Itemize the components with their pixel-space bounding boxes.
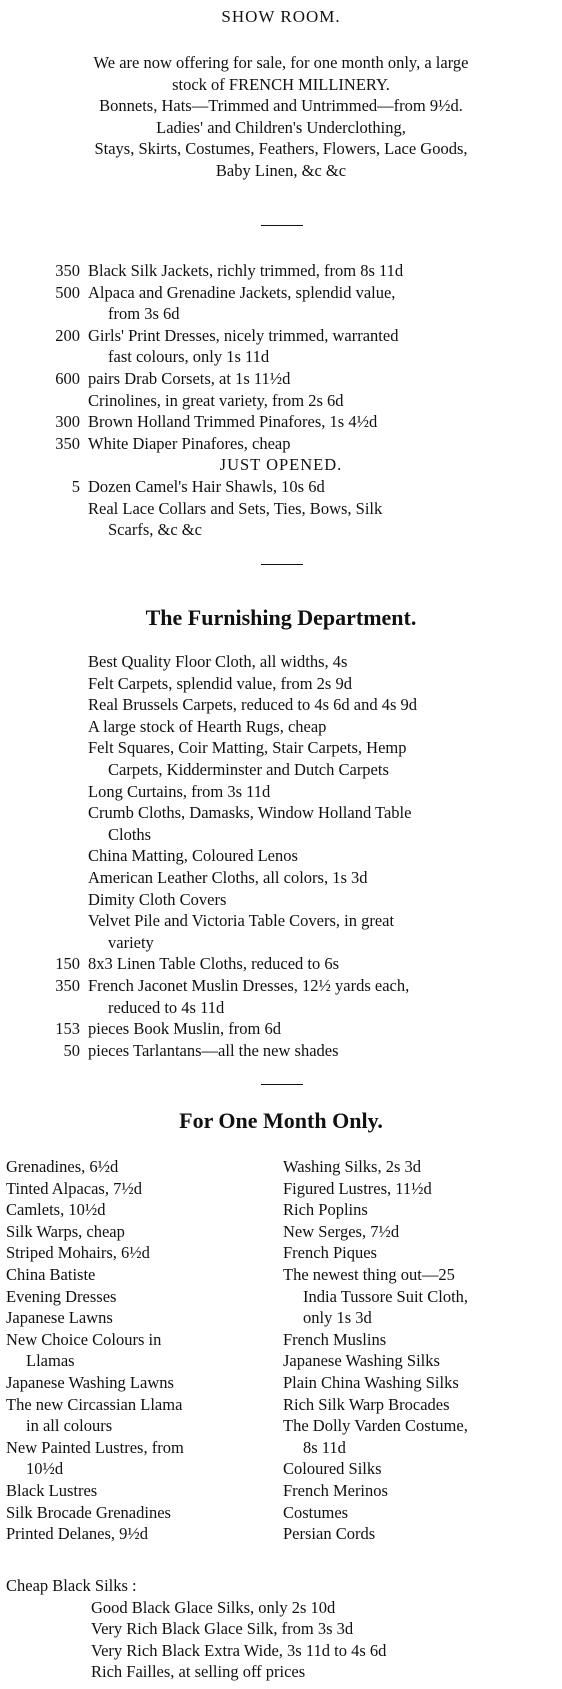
item-text: New Serges, 7½d [283, 1221, 400, 1241]
item-text: Real Lace Collars and Sets, Ties, Bows, Silk [88, 498, 383, 518]
divider-rule [261, 225, 303, 226]
list-item [0, 1018, 562, 1040]
item-text: New Choice Colours in [6, 1329, 162, 1349]
list-item [6, 1242, 274, 1264]
item-text: China Matting, Coloured Lenos [88, 846, 298, 866]
intro-line: Baby Linen, &c &c [215, 160, 347, 180]
item-text: Persian Cords [283, 1524, 376, 1544]
item-text: Silk Brocade Grenadines [6, 1502, 171, 1522]
item-quantity: 350 [55, 433, 80, 453]
item-text: French Piques [283, 1243, 377, 1263]
list-item [6, 1329, 274, 1372]
item-quantity: 300 [55, 412, 80, 432]
item-quantity: 153 [55, 1019, 80, 1039]
list-item [0, 910, 562, 953]
list-item [283, 1415, 551, 1458]
list-item [283, 1480, 551, 1502]
list-item [0, 476, 562, 498]
list-item [6, 1156, 274, 1178]
item-text-continued: variety [108, 932, 154, 952]
item-text-continued: 10½d [26, 1459, 64, 1479]
item-text: Dimity Cloth Covers [88, 889, 227, 909]
list-item [0, 975, 562, 1018]
list-item [0, 282, 562, 325]
list-item [0, 368, 562, 390]
item-text: China Batiste [6, 1264, 96, 1284]
list-item [0, 673, 562, 695]
item-text: Rich Silk Warp Brocades [283, 1394, 450, 1414]
list-item [283, 1372, 551, 1394]
item-text: French Merinos [283, 1480, 388, 1500]
item-text: The new Circassian Llama [6, 1394, 183, 1414]
item-text: Felt Squares, Coir Matting, Stair Carpets, Hemp [88, 738, 407, 758]
item-text: Tinted Alpacas, 7½d [6, 1178, 142, 1198]
item-text-continued: fast colours, only 1s 11d [108, 347, 270, 367]
item-quantity: 50 [63, 1040, 80, 1060]
list-item [0, 325, 562, 368]
list-item [283, 1502, 551, 1524]
item-text: Girls' Print Dresses, nicely trimmed, warranted [88, 325, 399, 345]
list-item [6, 1394, 274, 1437]
black-silks-line: Good Black Glace Silks, only 2s 10d [91, 1597, 336, 1617]
list-item [283, 1458, 551, 1480]
intro-line: Ladies' and Children's Underclothing, [156, 117, 406, 137]
list-item [283, 1178, 551, 1200]
item-text-continued: India Tussore Suit Cloth, [303, 1286, 469, 1306]
intro-line: Stays, Skirts, Costumes, Feathers, Flowers, Lace Goods, [94, 139, 468, 159]
item-text: Camlets, 10½d [6, 1200, 106, 1220]
list-item [6, 1372, 274, 1394]
list-item [0, 867, 562, 889]
item-text: Velvet Pile and Victoria Table Covers, in great [88, 911, 395, 931]
one-month-heading: For One Month Only. [179, 1108, 383, 1133]
item-text: 8x3 Linen Table Cloths, reduced to 6s [88, 954, 340, 974]
item-text-continued: 8s 11d [303, 1437, 346, 1457]
list-item [6, 1264, 274, 1286]
list-item [0, 953, 562, 975]
show-room-intro [0, 52, 562, 182]
black-silks-line: Very Rich Black Extra Wide, 3s 11d to 4s 6d [91, 1640, 387, 1660]
list-item [0, 802, 562, 845]
item-text: Coloured Silks [283, 1459, 382, 1479]
item-text: Plain China Washing Silks [283, 1372, 459, 1392]
item-text: Dozen Camel's Hair Shawls, 10s 6d [88, 476, 325, 496]
furnishing-heading: The Furnishing Department. [145, 605, 417, 630]
item-text: Crinolines, in great variety, from 2s 6d [88, 390, 344, 410]
item-text: Crumb Cloths, Damasks, Window Holland Table [88, 803, 412, 823]
list-item [6, 1178, 274, 1200]
list-item [0, 651, 562, 673]
furnishing-list [0, 651, 562, 1061]
item-text: The newest thing out—25 [283, 1264, 455, 1284]
item-quantity: 5 [71, 476, 80, 496]
item-text-continued: reduced to 4s 11d [108, 997, 225, 1017]
item-text: White Diaper Pinafores, cheap [88, 433, 291, 453]
list-item [283, 1264, 551, 1307]
list-item [0, 433, 562, 455]
item-text: Rich Poplins [283, 1200, 368, 1220]
one-month-left-column [6, 1156, 274, 1545]
list-item [0, 390, 562, 412]
list-item [283, 1329, 551, 1351]
list-item [283, 1242, 551, 1264]
show-room-list [0, 260, 562, 541]
just-opened-heading: JUST OPENED. [219, 455, 343, 475]
item-text-continued: Carpets, Kidderminster and Dutch Carpets [108, 759, 389, 779]
list-item [0, 694, 562, 716]
list-item [283, 1199, 551, 1221]
list-item [283, 1156, 551, 1178]
item-text: French Muslins [283, 1329, 387, 1349]
black-silks-line: Very Rich Black Glace Silk, from 3s 3d [91, 1619, 354, 1639]
item-text: pieces Tarlantans—all the new shades [88, 1040, 339, 1060]
item-quantity: 350 [55, 975, 80, 995]
item-text: Brown Holland Trimmed Pinafores, 1s 4½d [88, 412, 378, 432]
list-item [6, 1437, 274, 1480]
item-text: Grenadines, 6½d [6, 1157, 119, 1176]
list-item [6, 1523, 274, 1545]
item-text: Black Silk Jackets, richly trimmed, from 8s 11d [88, 261, 404, 280]
item-text: Best Quality Floor Cloth, all widths, 4s [88, 652, 348, 671]
item-text: Japanese Washing Silks [283, 1351, 440, 1371]
list-item [0, 845, 562, 867]
list-item [0, 411, 562, 433]
item-quantity: 600 [55, 368, 80, 388]
intro-line: stock of FRENCH MILLINERY. [172, 74, 390, 94]
list-item [0, 889, 562, 911]
item-text: Costumes [283, 1502, 349, 1522]
item-text: French Jaconet Muslin Dresses, 12½ yards each, [88, 975, 410, 995]
item-text: Real Brussels Carpets, reduced to 4s 6d and 4s 9d [88, 695, 418, 715]
item-text: Japanese Lawns [6, 1308, 113, 1328]
item-text: Felt Carpets, splendid value, from 2s 9d [88, 673, 352, 693]
item-text: New Painted Lustres, from [6, 1437, 184, 1457]
list-item [0, 716, 562, 738]
item-text: American Leather Cloths, all colors, 1s 3d [88, 867, 368, 887]
black-silks-line: Rich Failles, at selling off prices [91, 1662, 306, 1682]
list-item [6, 1221, 274, 1243]
item-text: Figured Lustres, 11½d [283, 1178, 432, 1198]
black-silks-section [6, 1575, 556, 1683]
item-quantity: 350 [55, 261, 80, 280]
item-quantity: 150 [55, 954, 80, 974]
item-text: pairs Drab Corsets, at 1s 11½d [88, 368, 291, 388]
list-item [283, 1307, 551, 1329]
show-room-heading: SHOW ROOM. [221, 7, 341, 26]
item-text-continued: Llamas [26, 1351, 75, 1371]
item-quantity: 500 [55, 282, 80, 302]
item-text-continued: in all colours [26, 1416, 113, 1436]
list-item [6, 1286, 274, 1308]
list-item [0, 260, 562, 282]
list-item [283, 1523, 551, 1545]
list-item [0, 498, 562, 541]
item-text: A large stock of Hearth Rugs, cheap [88, 716, 327, 736]
intro-line: We are now offering for sale, for one month only, a large [93, 53, 469, 72]
item-text: Silk Warps, cheap [6, 1221, 125, 1241]
black-silks-label: Cheap Black Silks : [6, 1576, 137, 1595]
item-text-continued: Scarfs, &c &c [108, 520, 202, 540]
divider-rule [261, 564, 303, 565]
item-text: Evening Dresses [6, 1286, 117, 1306]
list-item [6, 1502, 274, 1524]
list-item [6, 1199, 274, 1221]
list-item [283, 1394, 551, 1416]
divider-rule [261, 1084, 303, 1085]
item-text-continued: Cloths [108, 824, 152, 844]
list-item [0, 781, 562, 803]
item-text: Black Lustres [6, 1480, 98, 1500]
item-text: Striped Mohairs, 6½d [6, 1243, 150, 1263]
list-item [6, 1480, 274, 1502]
item-text: pieces Book Muslin, from 6d [88, 1019, 281, 1039]
item-text-continued: only 1s 3d [303, 1308, 372, 1328]
item-text-continued: from 3s 6d [108, 304, 180, 324]
intro-line: Bonnets, Hats—Trimmed and Untrimmed—from 9½d. [99, 96, 463, 116]
item-text: Long Curtains, from 3s 11d [88, 781, 271, 801]
list-item [6, 1307, 274, 1329]
one-month-right-column [283, 1156, 551, 1545]
item-text: Alpaca and Grenadine Jackets, splendid value, [88, 282, 396, 302]
item-text: Washing Silks, 2s 3d [283, 1157, 422, 1176]
item-text: Printed Delanes, 9½d [6, 1524, 149, 1544]
list-item [0, 1040, 562, 1062]
list-item [283, 1350, 551, 1372]
list-item [283, 1221, 551, 1243]
list-item [0, 737, 562, 780]
item-quantity: 200 [55, 325, 80, 345]
item-text: The Dolly Varden Costume, [283, 1416, 468, 1436]
item-text: Japanese Washing Lawns [6, 1372, 174, 1392]
